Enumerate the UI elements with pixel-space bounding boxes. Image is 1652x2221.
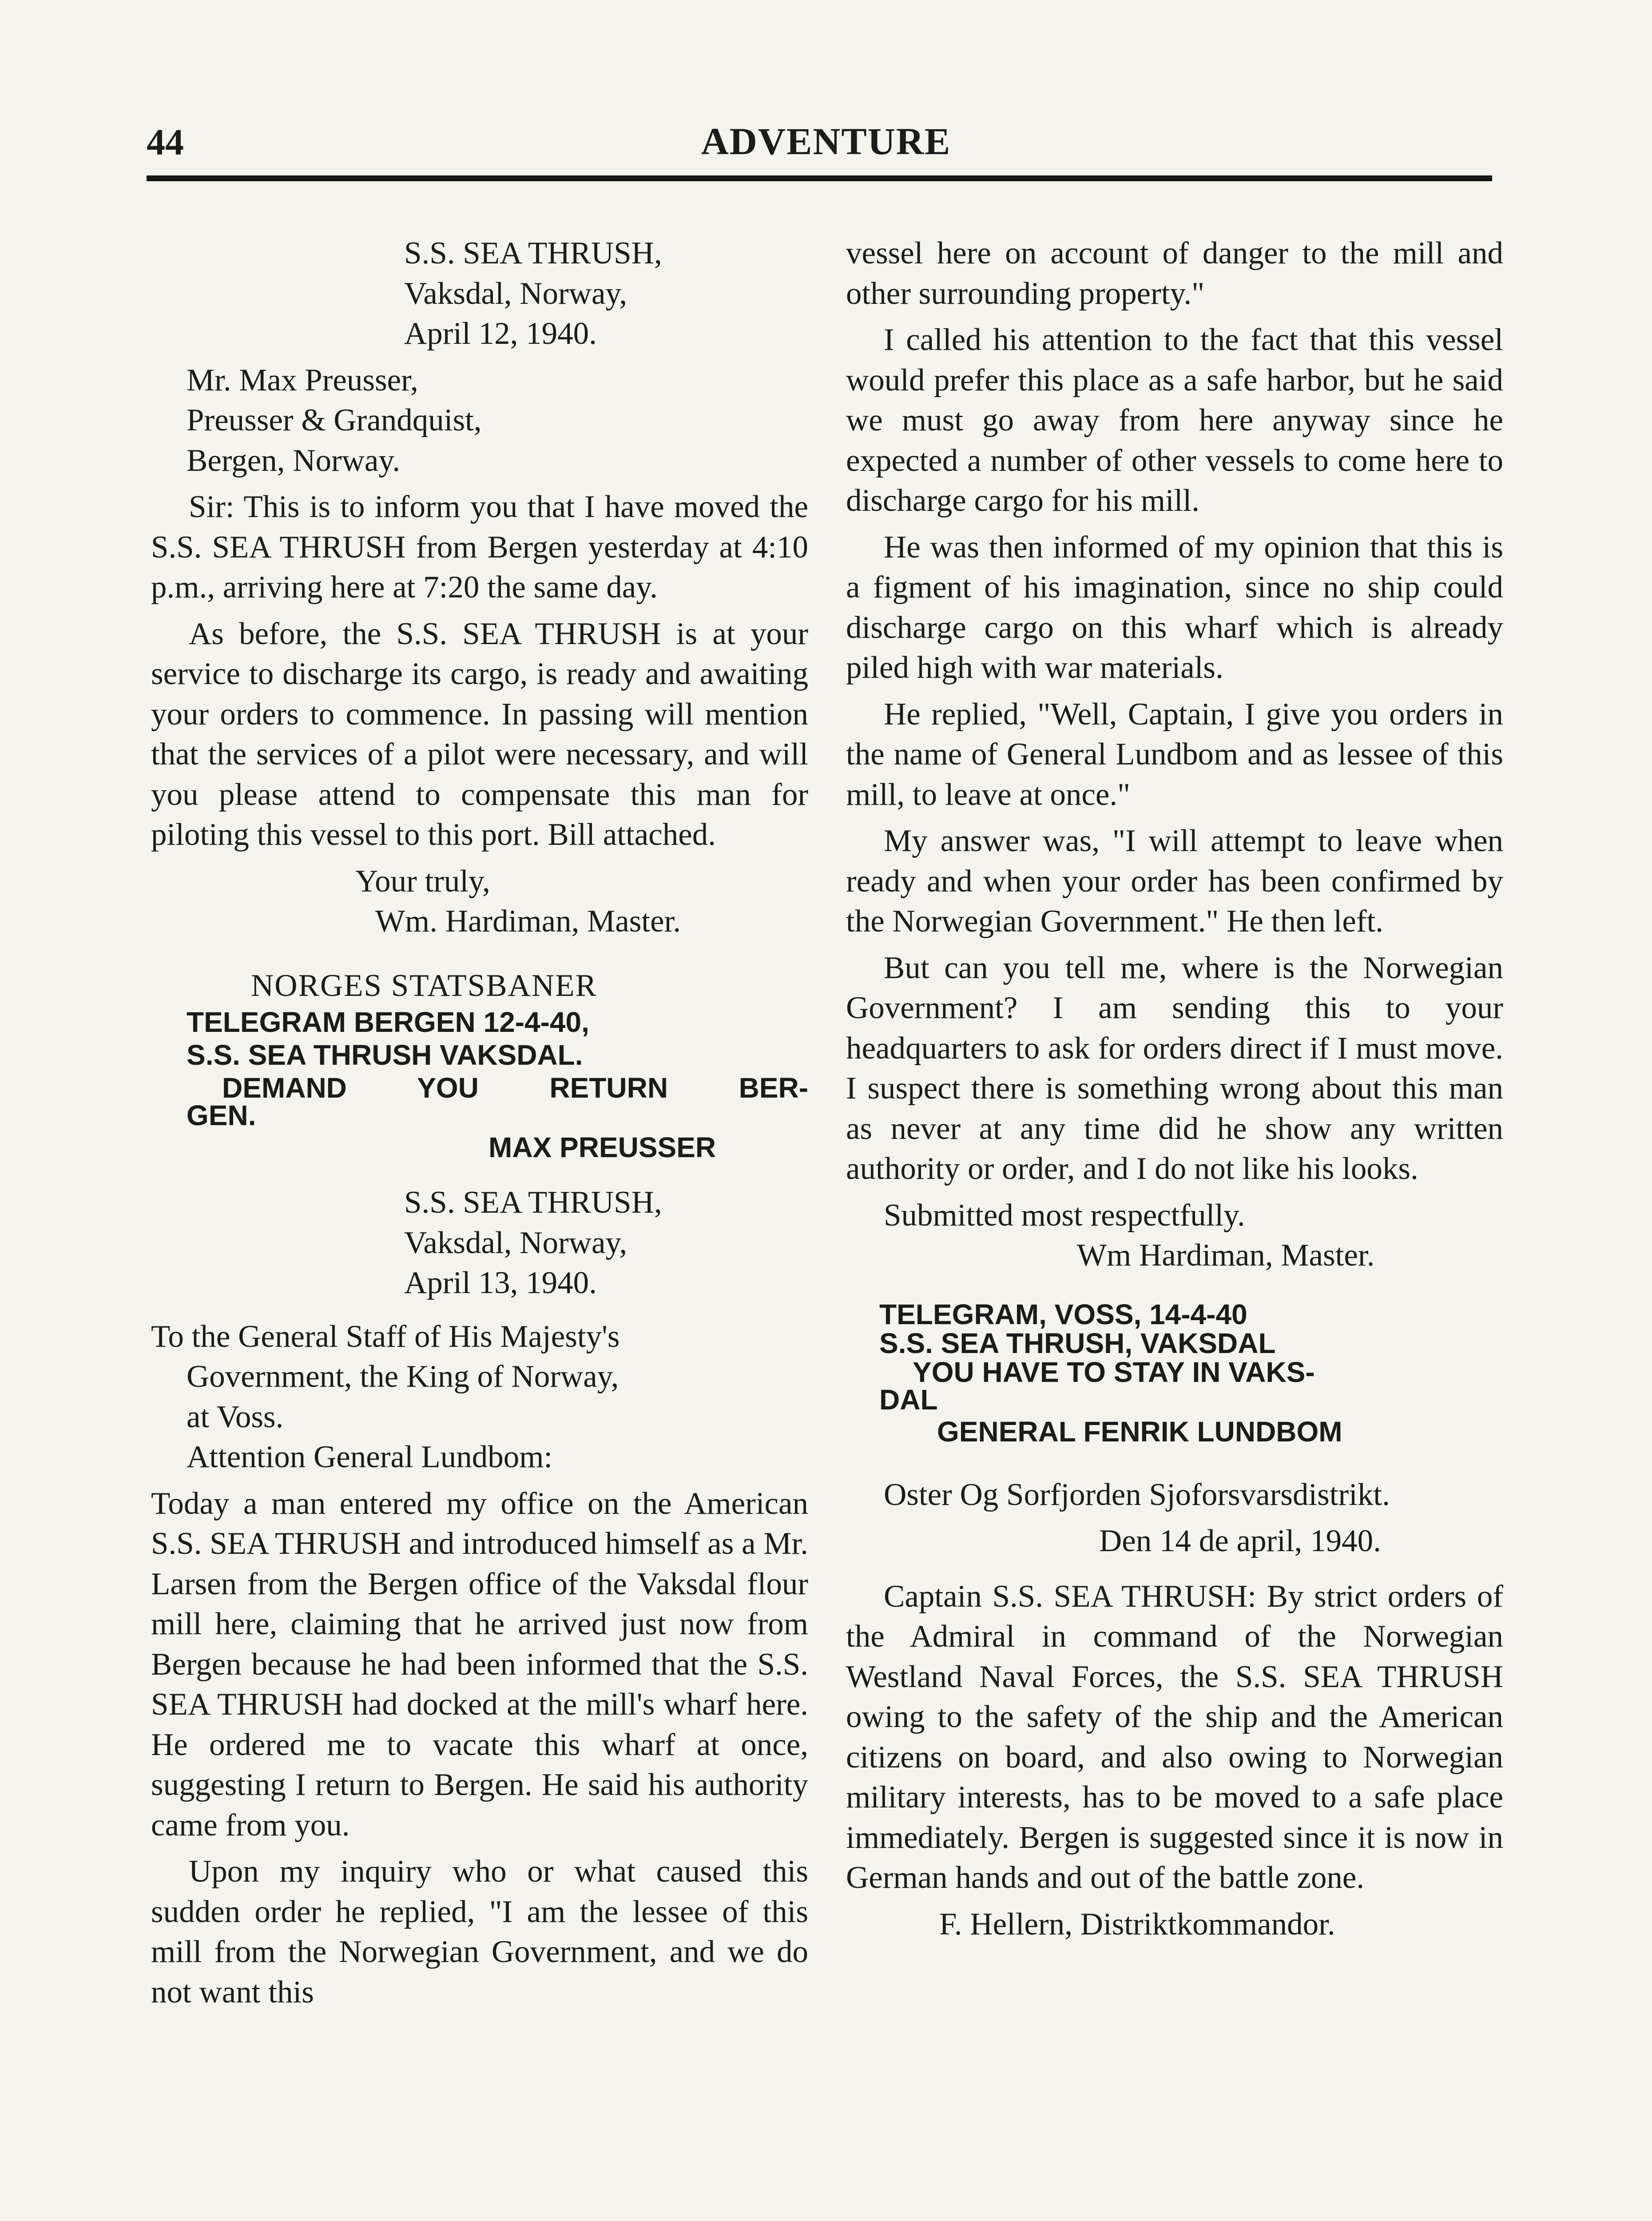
telegram-1-signed: MAX PREUSSER <box>488 1131 716 1163</box>
letter-2-to-line-2: Government, the King of Norway, <box>187 1359 619 1394</box>
telegram-2 <box>879 1298 1503 1448</box>
letter-2-place: Vaksdal, Norway, <box>404 1225 627 1260</box>
notice-signature: F. Hellern, Distriktkommandor. <box>939 1907 1335 1942</box>
letter-2-ship: S.S. SEA THRUSH, <box>404 1185 662 1220</box>
right-paragraph-4: He replied, "Well, Captain, I give you orders in the name of General Lundbom and as lessee of this mill, to leave at once." <box>846 697 1503 812</box>
telegram-2-line-3: YOU HAVE TO STAY IN VAKS- <box>913 1356 1315 1388</box>
letter-1-heading <box>151 233 808 354</box>
letter-1-closing: Your truly, <box>355 864 490 899</box>
letter-2-date: April 13, 1940. <box>404 1266 597 1300</box>
telegram-1 <box>151 966 808 1164</box>
letter-2-heading <box>151 1182 808 1303</box>
letter-1-date: April 12, 1940. <box>404 316 597 351</box>
right-closing: Submitted most respectfully. <box>884 1198 1245 1233</box>
right-paragraph-3: He was then informed of my opinion that this is a figment of his imagination, since no ship could discharge cargo on this wharf which is already piled high with war materials. <box>846 529 1503 685</box>
header-rule <box>147 175 1492 181</box>
notice-date-block <box>846 1521 1503 1561</box>
letter-2-address <box>151 1317 808 1477</box>
right-paragraph-1: vessel here on account of danger to the mill and other surrounding property." <box>846 236 1503 311</box>
letter-1-ship: S.S. SEA THRUSH, <box>404 236 662 271</box>
letter-1-place: Vaksdal, Norway, <box>404 276 627 311</box>
right-signoff <box>846 1195 1503 1276</box>
right-signature: Wm Hardiman, Master. <box>1077 1238 1375 1273</box>
telegram-1-line-2: S.S. SEA THRUSH VAKSDAL. <box>187 1039 583 1071</box>
letter-1-paragraph-2: As before, the S.S. SEA THRUSH is at your service to discharge its cargo, is ready and awaiting your orders to commence. In passing will mention that the services of a pilot were necessary, and will you please attend to compensate this man for piloting this vessel to this port. Bill attached. <box>151 616 808 852</box>
right-column <box>846 233 1503 1950</box>
letter-1-address <box>151 360 808 481</box>
telegram-1-line-3: DEMAND YOU RETURN BER- <box>222 1072 808 1104</box>
letter-1-signoff <box>151 861 808 942</box>
telegram-1-line-1: TELEGRAM BERGEN 12-4-40, <box>187 1006 589 1038</box>
notice-signoff <box>846 1904 1503 1945</box>
letter-1-to-firm: Preusser & Grandquist, <box>187 403 482 438</box>
letter-1-paragraph-1: Sir: This is to inform you that I have moved the S.S. SEA THRUSH from Bergen yesterday at 4:10 p.m., arriving here at 7:20 the same day. <box>151 490 808 605</box>
letter-1-to-name: Mr. Max Preusser, <box>187 362 418 398</box>
left-column <box>151 233 808 2018</box>
telegram-1-body <box>187 1006 808 1164</box>
notice-sender: Oster Og Sorfjorden Sjoforsvarsdistrikt. <box>884 1477 1390 1512</box>
notice-date: Den 14 de april, 1940. <box>1099 1524 1381 1558</box>
letter-2-to-line-1: To the General Staff of His Majesty's <box>151 1319 620 1354</box>
right-paragraph-6: But can you tell me, where is the Norwegian Government? I am sending this to your headquarters to ask for orders direct if I must move. I suspect there is something wrong about this man as never at any time did he show any written authority or order, and I do not like his looks. <box>846 950 1503 1186</box>
telegram-2-line-2: S.S. SEA THRUSH, VAKSDAL <box>879 1327 1276 1359</box>
telegram-2-line-4: DAL <box>879 1383 938 1416</box>
telegram-2-signed: GENERAL FENRIK LUNDBOM <box>937 1415 1342 1448</box>
letter-1-to-city: Bergen, Norway. <box>187 443 401 478</box>
letter-2-paragraph-1: Today a man entered my office on the American S.S. SEA THRUSH and introduced himself as a Mr. Larsen from the Bergen office of the Vaksdal flour mill here, claiming that he arrived just now from Bergen because he had been informed that the S.S. SEA THRUSH had docked at the mill's wharf here. He ordered me to vacate this wharf at once, suggesting I return to Bergen. He said his authority came from you. <box>151 1486 808 1843</box>
running-title: ADVENTURE <box>701 120 951 163</box>
telegram-2-line-1: TELEGRAM, VOSS, 14-4-40 <box>879 1298 1247 1330</box>
right-paragraph-2: I called his attention to the fact that this vessel would prefer this place as a safe harbor, but he said we must go away from here anyway since he expected a number of other vessels to come here to discharge cargo for his mill. <box>846 322 1503 518</box>
letter-1-signature: Wm. Hardiman, Master. <box>375 904 681 939</box>
notice-body: Captain S.S. SEA THRUSH: By strict orders of the Admiral in command of the Norwegian Westland Naval Forces, the S.S. SEA THRUSH owing to the safety of the ship and the American citizens on board, and also owing to Norwegian military interests, has to be moved to a safe place immediately. Bergen is suggested since it is now in German hands and out of the battle zone. <box>846 1579 1503 1895</box>
letter-2-paragraph-2: Upon my inquiry who or what caused this sudden order he replied, "I am the lessee of this mill from the Norwegian Government, and we do not want this <box>151 1854 808 2010</box>
letter-2-attention: Attention General Lundbom: <box>187 1440 553 1474</box>
page-number: 44 <box>147 122 184 163</box>
letter-2-to-line-3: at Voss. <box>187 1399 284 1434</box>
telegram-1-heading: NORGES STATSBANER <box>251 968 597 1003</box>
right-paragraph-5: My answer was, "I will attempt to leave when ready and when your order has been confirmed by the Norwegian Government." He then left. <box>846 824 1503 939</box>
telegram-1-line-4: GEN. <box>187 1099 256 1131</box>
